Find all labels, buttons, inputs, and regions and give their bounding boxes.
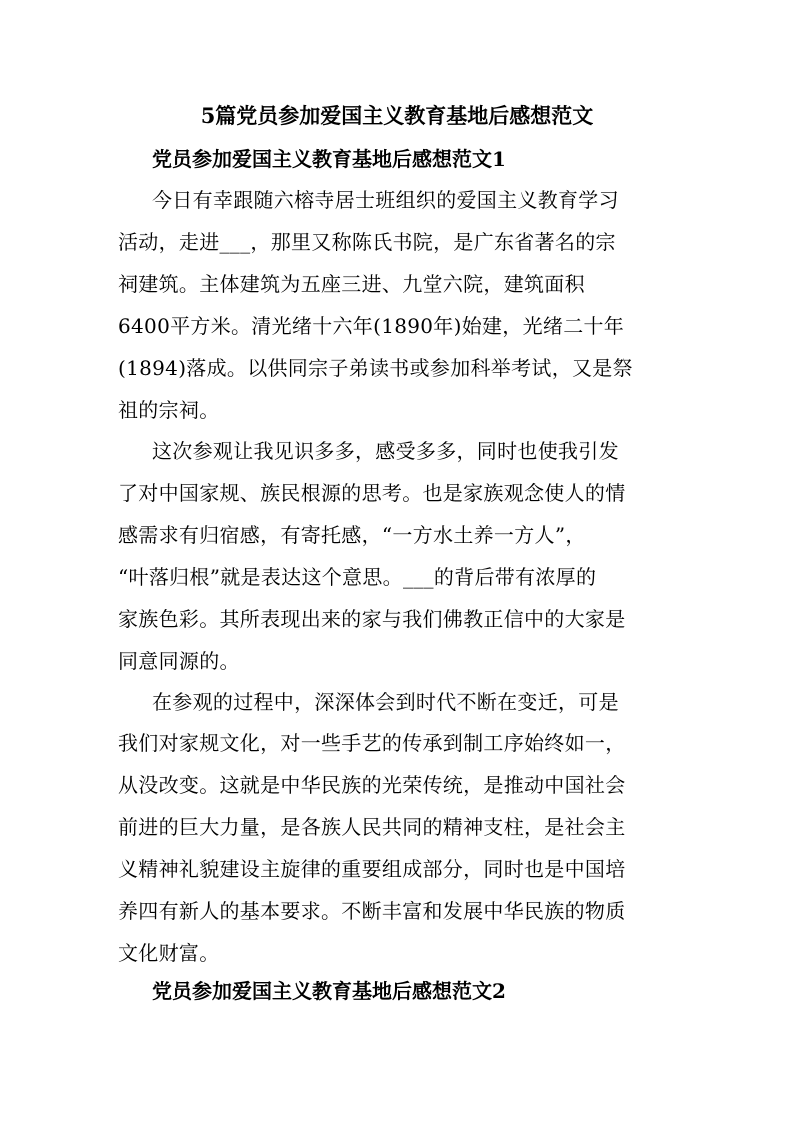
paragraph-1-line-4: 6400平方米。清光绪十六年(1890年)始建，光绪二十年 [118, 314, 625, 338]
paragraph-2-line-3: 感需求有归宿感，有寄托感，“一方水土养一方人”， [118, 523, 586, 547]
section-heading-1: 党员参加爱国主义教育基地后感想范文1 [152, 147, 506, 171]
paragraph-3-line-1: 在参观的过程中，深深体会到时代不断在变迁，可是 [152, 690, 619, 714]
paragraph-1-line-1: 今日有幸跟随六榕寺居士班组织的爱国主义教育学习 [152, 188, 619, 212]
document-title: 5篇党员参加爱国主义教育基地后感想范文 [200, 103, 594, 128]
paragraph-2-line-6: 同意同源的。 [118, 649, 240, 673]
paragraph-3-line-3: 从没改变。这就是中华民族的光荣传统，是推动中国社会 [118, 773, 626, 797]
paragraph-2-line-5: 家族色彩。其所表现出来的家与我们佛教正信中的大家是 [118, 607, 626, 631]
paragraph-2-line-2: 了对中国家规、族民根源的思考。也是家族观念使人的情 [118, 481, 626, 505]
paragraph-2-line-4: “叶落归根”就是表达这个意思。___的背后带有浓厚的 [118, 565, 597, 589]
paragraph-3-line-4: 前进的巨大力量，是各族人民共同的精神支柱，是社会主 [118, 815, 626, 839]
paragraph-2-line-1: 这次参观让我见识多多，感受多多，同时也使我引发 [152, 439, 619, 463]
paragraph-3-line-2: 我们对家规文化，对一些手艺的传承到制工序始终如一， [118, 731, 626, 755]
section-heading-2: 党员参加爱国主义教育基地后感想范文2 [152, 979, 506, 1003]
paragraph-1-line-5: (1894)落成。以供同宗子弟读书或参加科举考试，又是祭 [118, 356, 633, 380]
paragraph-1-line-3: 祠建筑。主体建筑为五座三进、九堂六院，建筑面积 [118, 272, 585, 296]
paragraph-3-line-7: 文化财富。 [118, 941, 220, 965]
paragraph-3-line-5: 义精神礼貌建设主旋律的重要组成部分，同时也是中国培 [118, 857, 626, 881]
paragraph-1-line-6: 祖的宗祠。 [118, 398, 220, 422]
paragraph-1-line-2: 活动，走进___，那里又称陈氏书院，是广东省著名的宗 [118, 230, 616, 254]
paragraph-3-line-6: 养四有新人的基本要求。不断丰富和发展中华民族的物质 [118, 899, 626, 923]
